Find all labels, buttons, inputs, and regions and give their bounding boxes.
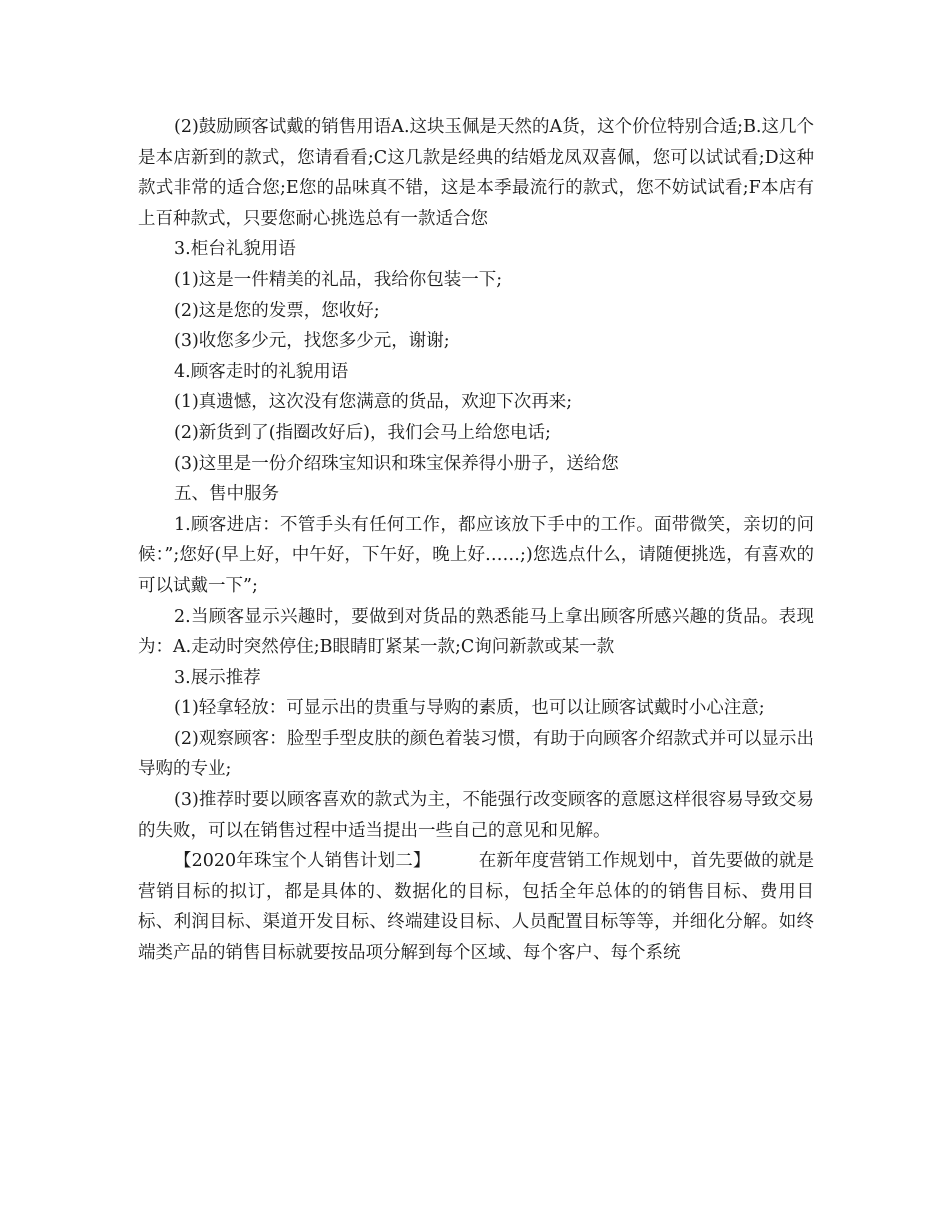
paragraph-customer-interest: 2.当顾客显示兴趣时，要做到对货品的熟悉能马上拿出顾客所感兴趣的货品。表现为：A.走动时突然停住;B眼睛盯紧某一款;C询问新款或某一款 [138, 606, 814, 658]
heading-departure-courtesy: 4.顾客走时的礼貌用语 [174, 361, 349, 382]
list-item: (2)这是您的发票，您收好; [174, 300, 380, 321]
paragraph-plan-two [138, 846, 814, 968]
document-body [138, 112, 814, 969]
heading-counter-courtesy: 3.柜台礼貌用语 [174, 239, 296, 260]
list-item: (1)真遗憾，这次没有您满意的货品，欢迎下次再来; [174, 392, 573, 413]
section-heading-in-sale-service: 五、售中服务 [174, 484, 279, 505]
plan-two-heading: 【2020年珠宝个人销售计划二】 [174, 851, 431, 872]
list-item: (2)观察顾客：脸型手型皮肤的颜色着装习惯，有助于向顾客介绍款式并可以显示出导购的专业; [138, 728, 814, 780]
list-item: (1)这是一件精美的礼品，我给你包装一下; [174, 269, 503, 290]
list-item: (3)这里是一份介绍珠宝知识和珠宝保养得小册子，送给您 [174, 453, 619, 474]
list-item: (3)收您多少元，找您多少元，谢谢; [174, 331, 450, 352]
list-item: (2)新货到了(指圈改好后)，我们会马上给您电话; [174, 422, 551, 443]
heading-display-recommend: 3.展示推荐 [174, 667, 261, 688]
plan-two-text: 在新年度营销工作规划中，首先要做的就是营销目标的拟订，都是具体的、数据化的目标，包括全年总体的的销售目标、费用目标、利润目标、渠道开发目标、终端建设目标、人员配置目标等等，并细化分解。如终端类产品的销售目标就要按品项分解到每个区域、每个客户、每个系统 [138, 851, 815, 964]
list-item: (1)轻拿轻放：可显示出的贵重与导购的素质，也可以让顾客试戴时小心注意; [174, 698, 765, 719]
list-item: (3)推荐时要以顾客喜欢的款式为主，不能强行改变顾客的意愿这样很容易导致交易的失败，可以在销售过程中适当提出一些自己的意见和见解。 [138, 790, 814, 841]
paragraph-customer-entry: 1.顾客进店：不管手头有任何工作，都应该放下手中的工作。面带微笑，亲切的问候：”;您好(早上好，中午好，下午好，晚上好……;)您选点什么，请随便挑选，有喜欢的可以试戴一下”; [138, 514, 814, 596]
paragraph-trial-phrases: (2)鼓励顾客试戴的销售用语A.这块玉佩是天然的A货，这个价位特别合适;B.这几个是本店新到的款式，您请看看;C这几款是经典的结婚龙凤双喜佩，您可以试试看;D这种款式非常的适合您;E您的品味真不错，这是本季最流行的款式，您不妨试试看;F本店有上百种款式，只要您耐心挑选总有一款适合您 [138, 117, 814, 229]
